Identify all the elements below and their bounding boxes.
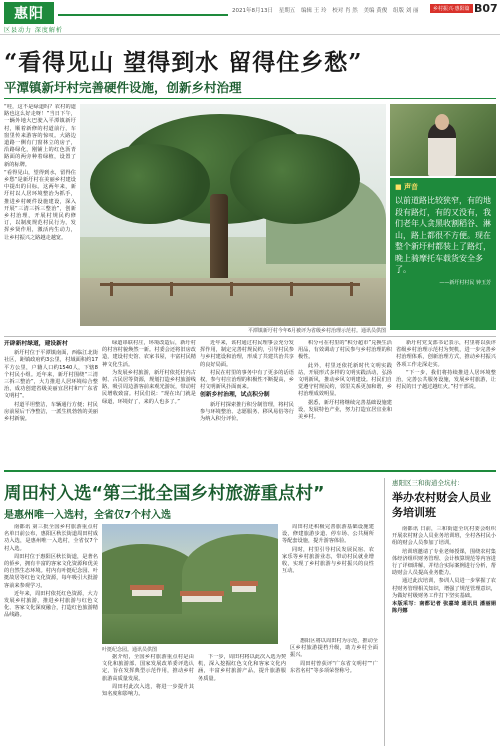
page-number: B07 <box>474 2 498 15</box>
section-heading: 开辟新村绿道，建设新村 <box>4 341 68 347</box>
body-paragraph: 培训班邀请了专业老师授课，围绕农村集体经济组织财务管理、会计核算规范等内容进行了详细讲解，并结合实际案例进行分析，帮助财会人员提高业务能力。 <box>392 548 496 577</box>
body-paragraph: 积分可在村里的“积分超市”兑换生活用品，有效调动了村民参与乡村治理的积极性。 <box>298 340 392 361</box>
design-credit: 美编 黄俊 <box>363 8 388 14</box>
villager-portrait <box>390 104 496 176</box>
building <box>132 590 162 596</box>
reporter-credit: 本版采写：南都记者 张嘉琦 通讯员 潘丽娟 陈丹娜 <box>392 601 496 615</box>
body-paragraph: 周田村位于惠阳区秋长街道，是著名的侨乡，拥有丰富的客家文化资源和优美的自然生态环境。村内有叶挺纪念园、叶挺故居等红色文化资源，每年吸引大批游客前来参观学习。 <box>4 553 98 589</box>
article2-column <box>4 524 98 746</box>
voice-panel <box>390 104 496 330</box>
issue-date: 2021年8月13日 <box>232 8 273 14</box>
body-paragraph: 惠阳区将以周田村为示范，推动全区乡村旅游提档升级，助力乡村全面振兴。 <box>290 638 378 659</box>
article1-column <box>102 340 196 464</box>
article1-column <box>396 340 496 464</box>
article2-subhead: 是惠州唯一入选村，全省仅7个村入选 <box>4 510 171 521</box>
sidebar-divider <box>384 478 385 746</box>
body-paragraph: 同时，村里引导村民发展民宿、农家乐等乡村旅游业态，带动村民就业增收，实现了乡村旅游与乡村振兴的良性互动。 <box>282 546 374 575</box>
section-tag: 乡村振兴·惠阳篇 <box>430 4 473 13</box>
building-roof <box>230 581 258 586</box>
body-paragraph: 南都讯 第三批全国乡村旅游重点村名单日前公布，惠阳区秋长街道周田村成功入选，是惠州唯一入选村，全省仅7个村入选。 <box>4 524 98 552</box>
article1-column <box>200 340 294 464</box>
article1-lead <box>4 104 76 330</box>
photo-mountain <box>182 534 278 614</box>
body-paragraph: 近年来，该村通过村民理事会充分发挥作用，制定完善村规民约，引导村民参与乡村建设和治理，形成了共建共治共享的良好局面。 <box>200 340 294 368</box>
article2-headline: 周田村入选“第三批全国乡村旅游重点村” <box>4 484 325 504</box>
voice-quote: 以前道路比较狭窄，有的地段有路灯，有的又没有，我们老年人贪黑收割稻谷、淋山，路上都很不方便。现在整个新圩村都装上了路灯，晚上骑摩托车载货安全多了。 <box>395 196 491 274</box>
body-paragraph: 通过此次培训，参训人员进一步掌握了农村财务管理相关知识，增强了规范管理意识，为做好村级财务工作打下坚实基础。 <box>392 578 496 599</box>
voice-label-text: 声音 <box>404 183 419 191</box>
section-logo: 惠阳 <box>4 2 54 24</box>
tree-canopy <box>90 144 210 224</box>
body-paragraph: 村道平坦整洁，车辆通行方便；村民房前屋后干净整洁，一派生机勃勃的美丽乡村新貌。 <box>4 401 98 423</box>
article-divider <box>4 470 496 472</box>
fence-post <box>110 282 113 296</box>
tree-canopy <box>230 134 360 224</box>
print-credit: 组版 刘 丽 <box>393 8 419 14</box>
voice-label: ■ 声音 <box>395 183 419 191</box>
section-slogan: 区县动力 深度解析 <box>4 27 63 34</box>
building <box>232 586 256 592</box>
photo1-caption: 平潭镇新圩村今年6月被评为省级乡村治理示范村。通讯员供图 <box>247 328 386 334</box>
body-paragraph: 下一步，周田村将以此次入选为契机，深入挖掘红色文化和客家文化内涵，丰富乡村旅游产品，提升旅游服务质量。 <box>198 654 286 682</box>
body-paragraph: 新圩村探索推行积分制管理，将村民参与环境整治、志愿服务、移风易俗等行为纳入积分评价。 <box>200 401 294 423</box>
issue-weekday: 星期五 <box>278 8 296 14</box>
section-heading: 创新乡村治理，试点积分制 <box>200 392 270 399</box>
body-paragraph: 据悉，新圩村将继续完善基础设施建设，发展特色产业，努力打造宜居宜业和美乡村。 <box>298 399 392 421</box>
brief-title: 举办农村财会人员业务培训班 <box>392 491 491 519</box>
article2-column <box>282 524 374 634</box>
body-paragraph: 此外，村里还依托新时代文明实践站，开展形式多样的文明实践活动，弘扬文明新风，推动乡风文明建设。村民们自觉遵守村规民约，邻里关系更加和谐，乡村治理成效明显。 <box>298 362 392 398</box>
body-paragraph: “下一步，我们将持续推进人居环境整治，完善公共服务设施，发展乡村旅游，让村民的日子越过越红火。”村干部说。 <box>396 369 496 391</box>
proof-credit: 校对 肖 然 <box>332 8 358 14</box>
fence-post <box>290 282 293 296</box>
body-paragraph: 绿道串联村庄，环境改造后，新圩村的村容村貌焕然一新。村委会还将旧房改造，建设村史馆、农家书屋，丰富村民精神文化生活。 <box>102 340 196 368</box>
memorial-park-photo <box>102 524 278 644</box>
voice-quote-box <box>390 178 496 330</box>
article1-rule <box>4 98 496 99</box>
article2-column <box>198 654 286 746</box>
fence-post <box>350 282 353 296</box>
article2-column <box>102 654 194 746</box>
body-paragraph: 南都讯 日前，三和街道全坑村委会组织开展农村财会人员业务培训班，全村各村民小组的财会人员参加了培训。 <box>392 526 496 547</box>
body-paragraph: 村民在村里的事务中有了更多的话语权，参与村庄治理的积极性不断提高，乡村文明新风扑面而来。 <box>200 369 294 391</box>
masthead <box>0 0 500 36</box>
masthead-rule <box>58 14 228 16</box>
building-roof <box>130 585 164 590</box>
body-paragraph: 周田村曾获评“广东省文明村”“广东省名村”等多项荣誉称号。 <box>290 660 378 674</box>
brief-kicker: 惠阳区三和街道全坑村： <box>392 479 464 487</box>
body-paragraph: 近年来，周田村依托红色资源，大力发展乡村旅游，推进乡村旅游与红色文化、客家文化深度融合，打造红色旅游精品线路。 <box>4 590 98 619</box>
village-tree-photo <box>80 104 386 326</box>
body-paragraph: 周田村还积极完善旅游基础设施建设，修建旅游步道、停车场、公共厕所等配套设施，提升游客体验。 <box>282 524 374 545</box>
article1-column <box>298 340 392 464</box>
body-paragraph: 新圩村位于平潭镇南面，西临江北街社区，距镇政府约3公里，村域面积约17平方公里，户籍人口约1540人，下辖8个村民小组。近年来，新圩村围绕“三清三拆三整治”，大力推进人居环境综合整治，成功创建省级美丽宜居村和“广东省文明村”。 <box>4 350 98 400</box>
body-paragraph: 周田村此次入选，将进一步提升其知名度和影响力。 <box>102 683 194 698</box>
photo2-caption: 叶挺纪念园。通讯员供图 <box>102 647 158 653</box>
masthead-divider <box>0 34 500 35</box>
portrait-face <box>435 114 449 130</box>
body-paragraph: 新圩村党支部书记表示，村里将以获评省级乡村治理示范村为契机，进一步完善乡村治理体系，创新治理方式，推动乡村振兴各项工作走深走实。 <box>396 340 496 368</box>
building-roof <box>180 591 224 596</box>
voice-signature: ——新圩村村民 钟玉芳 <box>439 279 491 286</box>
fence-post <box>230 282 233 296</box>
fence-post <box>170 282 173 296</box>
article2-column <box>290 638 378 746</box>
editor-credit: 编辑 王 玲 <box>301 8 327 14</box>
body-paragraph: 为发展乡村旅游，新圩村依托村内古树、古民居等资源，规划打造乡村旅游线路，吸引周边游客前来观光游玩，带动村民增收致富。村民们说：“现在出门就是绿道，环境好了，来的人也多了。” <box>102 369 196 405</box>
article1-column <box>4 340 98 464</box>
body-paragraph: 据介绍，全国乡村旅游重点村是由文化和旅游部、国家发展改革委评选认定，旨在发挥典型示范作用，推动乡村旅游高质量发展。 <box>102 654 194 682</box>
article1-subhead: 平潭镇新圩村完善硬件设施，创新乡村治理 <box>4 80 242 95</box>
portrait-figure <box>428 122 456 176</box>
building <box>182 596 222 602</box>
lead-paragraph: “看得见山，望得到水，留得住乡愁”是新圩村在美丽乡村建设中提出的目标。这两年来，新圩村以人居环境整治为抓手，推进乡村硬件设施建设，深入开展“三清三拆三整治”，创新乡村治理，开展村规民约修订，以制度规范村民行为，发挥乡贤作用，激活内生动力，让乡村振兴之路越走越宽。 <box>4 169 76 241</box>
brief-body <box>392 526 496 746</box>
lead-paragraph: “哇，这不是绿道吗？农村的道路也这么好走呀！”当日下午，一辆外地大巴驶入平潭镇新圩村，顺着新修的村道前行，车窗里传来游客的惊叹。大路边道路一侧有门窗林立的房子，沿路绿化，刚铺上的红色沥青路面的两旁种着绿植，设置了新的标牌。 <box>4 104 76 168</box>
article1-headline: “看得见山 望得到水 留得住乡愁” <box>4 49 363 76</box>
issue-meta <box>232 6 423 14</box>
article1-body-rule <box>4 336 496 337</box>
